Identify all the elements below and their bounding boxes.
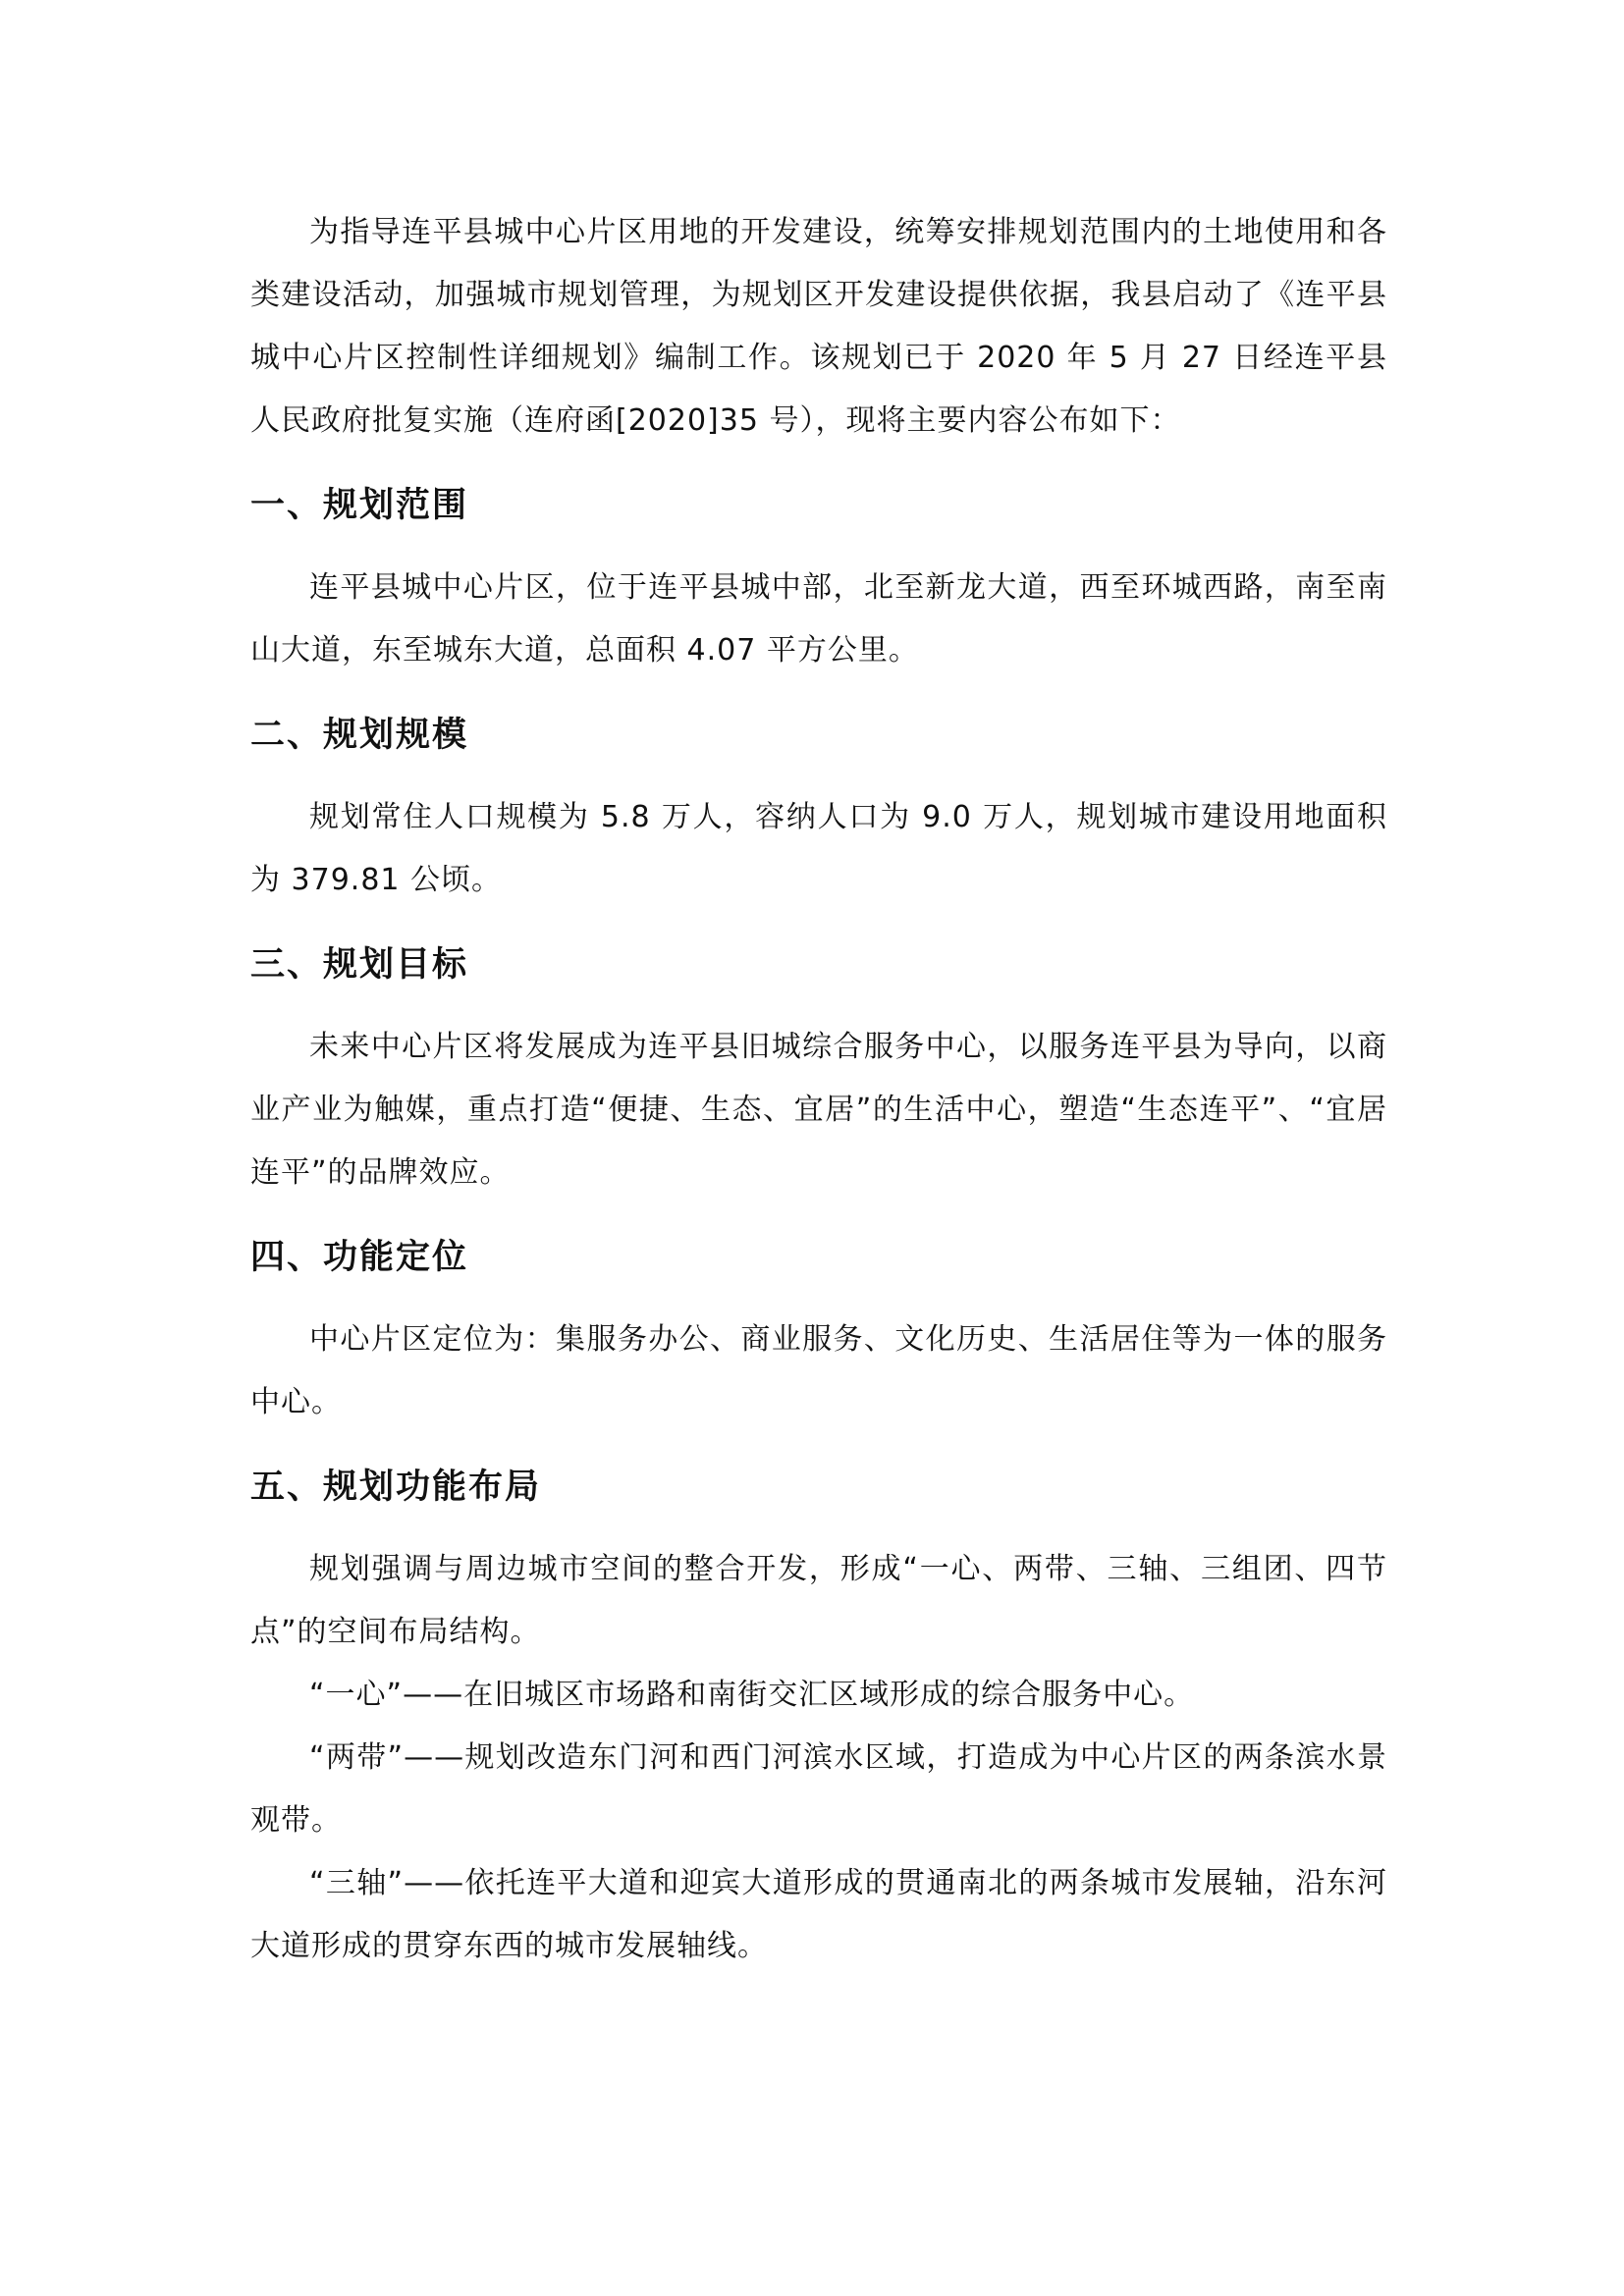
intro-paragraph: 为指导连平县城中心片区用地的开发建设，统筹安排规划范围内的土地使用和各类建设活动，加强城市规划管理，为规划区开发建设提供依据，我县启动了《连平县城中心片区控制性详细规划》编制工作。该规划已于 2020 年 5 月 27 日经连平县人民政府批复实施（连府函[2020]35 号），现将主要内容公布如下： bbox=[250, 215, 1387, 438]
section-heading-scale: 二、规划规模 bbox=[250, 716, 469, 755]
section-heading-positioning: 四、功能定位 bbox=[250, 1238, 469, 1277]
section-body-goal: 未来中心片区将发展成为连平县旧城综合服务中心，以服务连平县为导向，以商业产业为触媒，重点打造“便捷、生态、宜居”的生活中心，塑造“生态连平”、“宜居连平”的品牌效应。 bbox=[250, 1030, 1387, 1190]
document-page bbox=[250, 201, 1387, 1978]
layout-item-three-axes: “三轴”——依托连平大道和迎宾大道形成的贯通南北的两条城市发展轴，沿东河大道形成的贯穿东西的城市发展轴线。 bbox=[250, 1866, 1387, 1963]
layout-item-one-center: “一心”——在旧城区市场路和南街交汇区域形成的综合服务中心。 bbox=[309, 1678, 1195, 1712]
section-heading-goal: 三、规划目标 bbox=[250, 945, 469, 985]
layout-item-two-belts: “两带”——规划改造东门河和西门河滨水区域，打造成为中心片区的两条滨水景观带。 bbox=[250, 1740, 1387, 1838]
section-heading-scope: 一、规划范围 bbox=[250, 486, 469, 525]
section-body-scope: 连平县城中心片区，位于连平县城中部，北至新龙大道，西至环城西路，南至南山大道，东至城东大道，总面积 4.07 平方公里。 bbox=[250, 570, 1387, 667]
section-heading-layout: 五、规划功能布局 bbox=[250, 1468, 542, 1507]
section-body-scale: 规划常住人口规模为 5.8 万人，容纳人口为 9.0 万人，规划城市建设用地面积为 379.81 公顷。 bbox=[250, 800, 1387, 897]
section-body-layout: 规划强调与周边城市空间的整合开发，形成“一心、两带、三轴、三组团、四节点”的空间布局结构。 bbox=[250, 1552, 1387, 1649]
section-body-positioning: 中心片区定位为：集服务办公、商业服务、文化历史、生活居住等为一体的服务中心。 bbox=[250, 1322, 1387, 1419]
